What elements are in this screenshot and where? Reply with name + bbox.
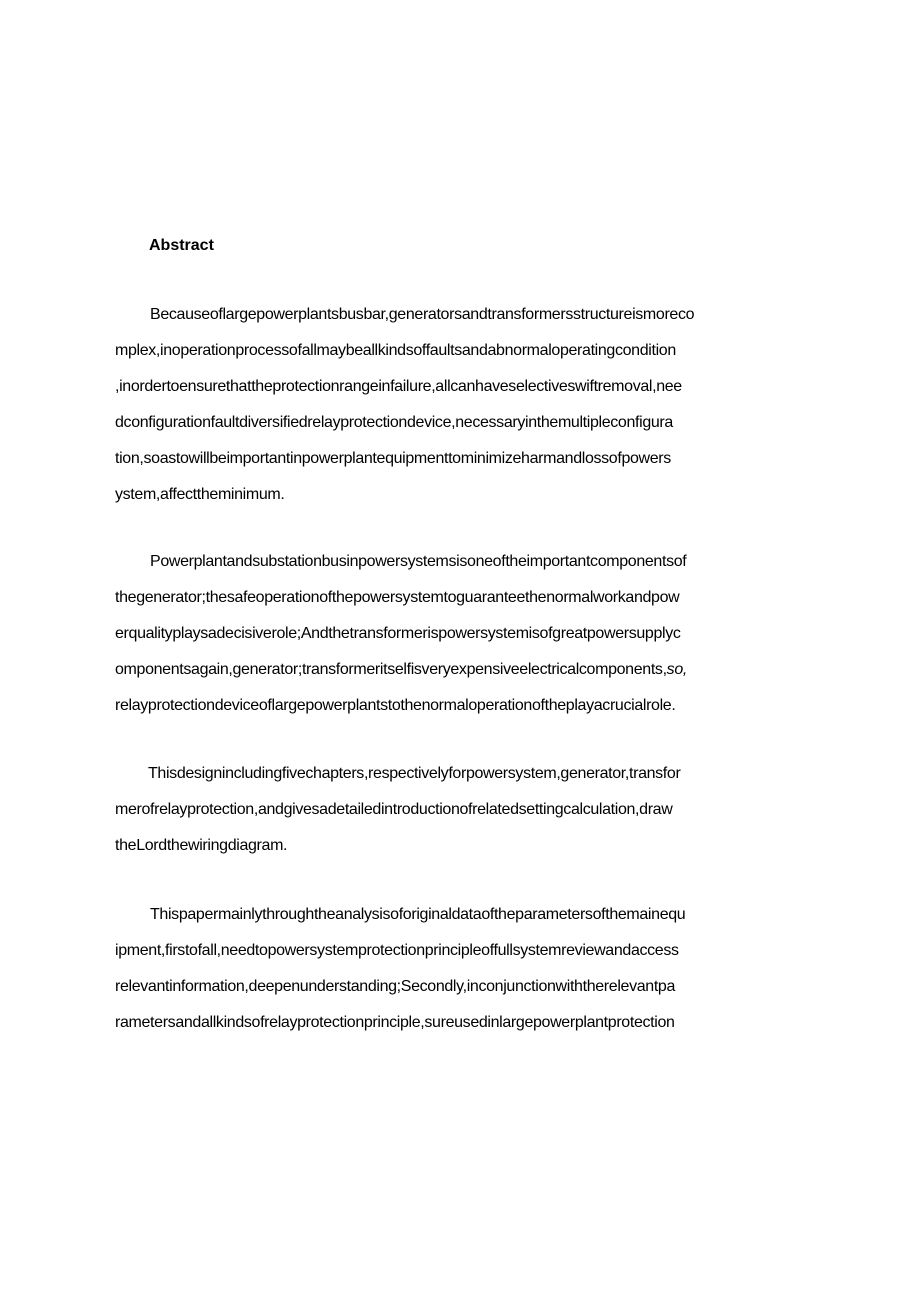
italic-text: so, <box>666 661 687 678</box>
paragraph-line: ,inordertoensurethattheprotectionrangeinfailure,allcanhaveselectiveswiftremoval,nee <box>115 378 682 395</box>
paragraph-line-text: omponentsagain,generator;transformeritselfisveryexpensiveelectricalcomponents, <box>115 661 667 678</box>
paragraph-line: Becauseoflargepowerplantsbusbar,generatorsandtransformersstructureismoreco <box>150 306 695 323</box>
paragraph-line: erqualityplaysadecisiverole;Andthetransformerispowersystemisofgreatpowersupplyc <box>115 625 681 642</box>
paragraph-line: relevantinformation,deepenunderstanding;Secondly,inconjunctionwiththerelevantpa <box>115 978 676 995</box>
paragraph-line: dconfigurationfaultdiversifiedrelayprotectiondevice,necessaryinthemultipleconfigura <box>115 414 673 431</box>
abstract-heading: Abstract <box>149 237 214 254</box>
paragraph-line: theLordthewiringdiagram. <box>115 837 288 854</box>
paragraph-line: tion,soastowillbeimportantinpowerplantequipmenttominimizeharmandlossofpowers <box>115 450 671 467</box>
paragraph-line: rametersandallkindsofrelayprotectionprinciple,sureusedinlargepowerplantprotection <box>115 1014 675 1031</box>
paragraph-4 <box>115 897 810 1041</box>
paragraph-line: relayprotectiondeviceoflargepowerplantstothenormaloperationoftheplayacrucialrole. <box>115 697 676 714</box>
paragraph-line: Thisdesignincludingfivechapters,respectivelyforpowersystem,generator,transfor <box>148 765 681 782</box>
paragraph-line: ystem,affecttheminimum. <box>115 486 285 503</box>
paragraph-line: ipment,firstofall,needtopowersystemprotectionprincipleoffullsystemreviewandaccess <box>115 942 679 959</box>
paragraph-line: thegenerator;thesafeoperationofthepowersystemtoguaranteethenormalworkandpow <box>115 589 680 606</box>
paragraph-line <box>115 652 810 688</box>
paragraph-2 <box>115 544 810 724</box>
paragraph-line: Powerplantandsubstationbusinpowersystemsisoneoftheimportantcomponentsof <box>150 553 687 570</box>
paragraph-line: mplex,inoperationprocessofallmaybeallkindsoffaultsandabnormaloperatingcondition <box>115 342 676 359</box>
paragraph-3 <box>115 756 810 864</box>
paragraph-line: merofrelayprotection,andgivesadetailedintroductionofrelatedsettingcalculation,draw <box>115 801 673 818</box>
paragraph-1 <box>115 297 810 513</box>
paragraph-line: Thispapermainlythroughtheanalysisoforiginaldataoftheparametersofthemainequ <box>150 906 686 923</box>
